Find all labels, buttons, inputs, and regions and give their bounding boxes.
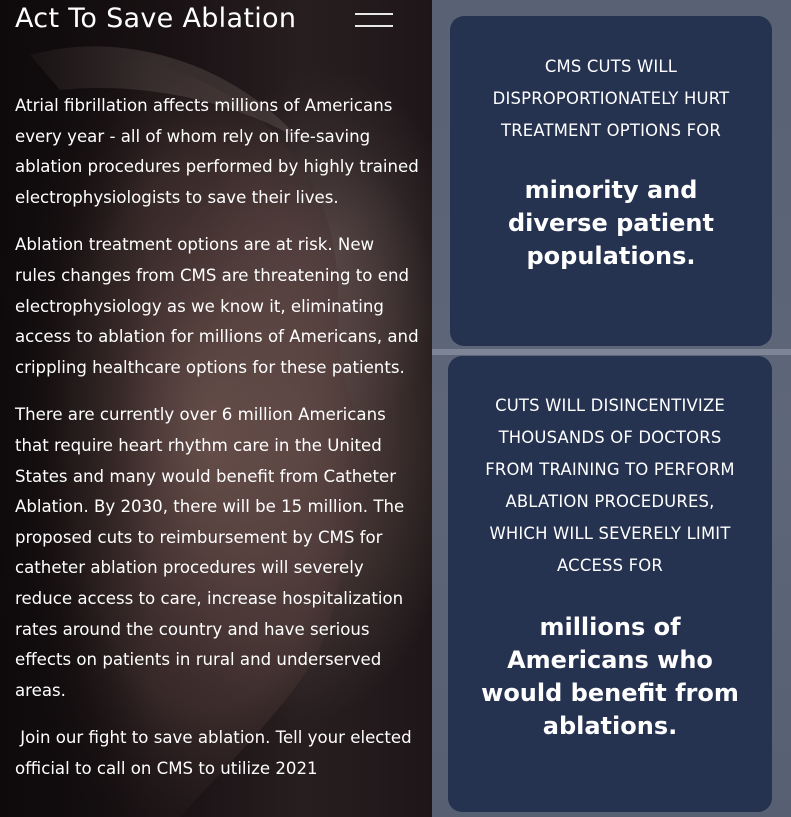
kicker-line: THOUSANDS OF DOCTORS bbox=[498, 428, 722, 447]
hamburger-menu-icon[interactable] bbox=[355, 13, 393, 27]
kicker-line: TREATMENT OPTIONS FOR bbox=[500, 121, 721, 140]
kicker-line: CMS CUTS WILL bbox=[544, 57, 678, 76]
site-title: Act To Save Ablation bbox=[15, 3, 297, 34]
info-card-minority bbox=[450, 16, 772, 346]
highlight-line: populations. bbox=[526, 242, 696, 270]
kicker-line: ABLATION PROCEDURES, bbox=[505, 492, 715, 511]
paragraph: Ablation treatment options are at risk. New rules changes from CMS are threatening to end electrophysiology as we know it, eliminating access to ablation for millions of Americans, and crippling healthcare options for these patients. bbox=[15, 235, 419, 377]
kicker-line: WHICH WILL SEVERELY LIMIT bbox=[489, 524, 731, 543]
kicker-line: DISPROPORTIONATELY HURT bbox=[492, 89, 730, 108]
highlight-line: Americans who bbox=[507, 646, 713, 674]
intro-copy bbox=[15, 91, 420, 801]
menu-bar bbox=[355, 13, 393, 15]
card-highlight bbox=[448, 611, 772, 743]
highlight-line: ablations. bbox=[542, 712, 678, 740]
stats-panel bbox=[432, 0, 791, 817]
card-kicker bbox=[450, 51, 772, 147]
info-card-doctors bbox=[448, 356, 772, 812]
menu-bar bbox=[355, 25, 393, 27]
highlight-line: would benefit from bbox=[481, 679, 739, 707]
highlight-line: millions of bbox=[539, 613, 681, 641]
paragraph: Atrial fibrillation affects millions of Americans every year - all of whom rely on life-saving ablation procedures performed by highly trained electrophysiologists to save their lives. bbox=[15, 96, 419, 207]
paragraph: There are currently over 6 million Americans that require heart rhythm care in the United States and many would benefit from Catheter Ablation. By 2030, there will be 15 million. The proposed cuts to reimbursement by CMS for catheter ablation procedures will severely reduce access to care, increase hospitalization rates around the country and have serious effects on patients in rural and underserved areas. bbox=[15, 405, 405, 700]
highlight-line: diverse patient bbox=[508, 209, 714, 237]
kicker-line: CUTS WILL DISINCENTIVIZE bbox=[495, 396, 725, 415]
paragraph: Join our fight to save ablation. Tell your elected official to call on CMS to utilize 2021 bbox=[15, 728, 417, 778]
card-highlight bbox=[450, 174, 772, 273]
kicker-line: ACCESS FOR bbox=[557, 556, 663, 575]
panel-divider bbox=[432, 349, 791, 355]
card-kicker bbox=[448, 390, 772, 582]
kicker-line: FROM TRAINING TO PERFORM bbox=[485, 460, 735, 479]
highlight-line: minority and bbox=[524, 176, 698, 204]
